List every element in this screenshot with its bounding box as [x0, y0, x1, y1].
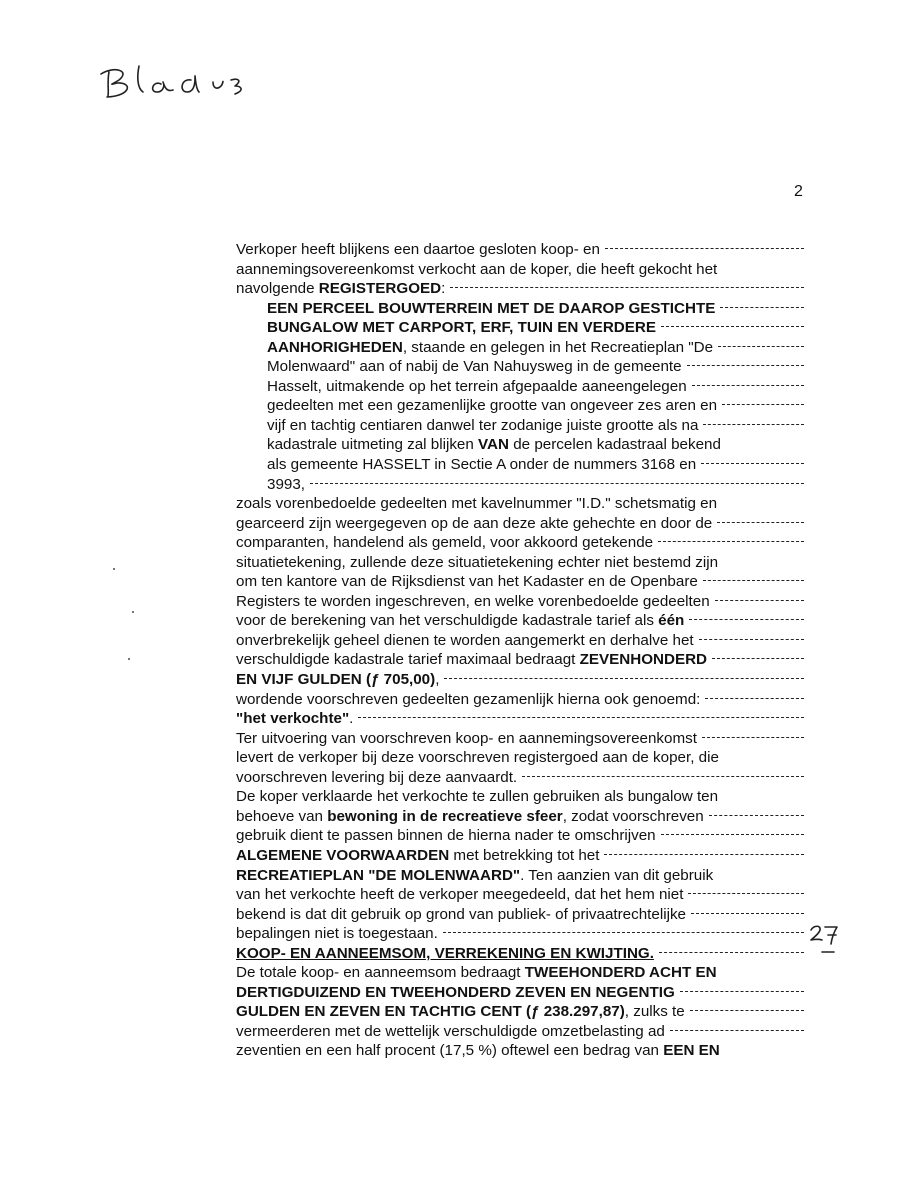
text-run: De totale koop- en aanneemsom bedraagt — [236, 964, 525, 982]
line-text — [267, 299, 715, 319]
text-line — [236, 944, 804, 964]
bold-text: bewoning in de recreatieve sfeer — [327, 807, 563, 825]
text-line — [236, 279, 804, 299]
text-line — [236, 592, 804, 612]
bold-text: één — [658, 612, 685, 630]
text-line — [236, 807, 804, 827]
dash-filler — [718, 346, 804, 347]
text-line — [236, 1041, 804, 1061]
line-text — [236, 670, 439, 690]
text-line — [236, 631, 804, 651]
text-line — [236, 924, 804, 944]
dash-filler — [444, 678, 804, 679]
text-run: onverbrekelijk geheel dienen te worden aangemerkt en derhalve het — [236, 631, 694, 649]
line-text — [236, 768, 517, 788]
bold-text: ALGEMENE VOORWAARDEN — [236, 846, 450, 864]
line-text — [267, 435, 721, 455]
text-line — [236, 1022, 804, 1042]
dash-filler — [358, 717, 804, 718]
text-run: Ter uitvoering van voorschreven koop- en aannemingsovereenkomst — [236, 729, 697, 747]
bold-text: DERTIGDUIZEND EN TWEEHONDERD ZEVEN EN NEGENTIG — [236, 983, 675, 1001]
text-line — [236, 611, 804, 631]
bold-text: ZEVENHONDERD — [579, 651, 708, 669]
text-run: met betrekking tot het — [449, 846, 600, 864]
text-line — [267, 416, 804, 436]
line-text — [236, 709, 353, 729]
dash-filler — [604, 854, 804, 855]
line-text — [236, 572, 698, 592]
text-run: Molenwaard" aan of nabij de Van Nahuysweg in de gemeente — [267, 358, 682, 376]
dash-filler — [443, 932, 804, 933]
bold-text: GULDEN EN ZEVEN EN TACHTIG CENT (ƒ 238.297,87) — [236, 1003, 625, 1021]
line-text — [267, 377, 687, 397]
line-text — [267, 318, 656, 338]
text-line — [236, 905, 804, 925]
bold-text: AANHORIGHEDEN — [267, 338, 403, 356]
line-text — [236, 514, 712, 534]
text-run: wordende voorschreven gedeelten gezamenlijk hierna ook genoemd: — [236, 690, 701, 708]
line-text — [267, 357, 682, 377]
text-run: : — [441, 280, 446, 298]
dash-filler — [709, 815, 804, 816]
line-text — [236, 885, 683, 905]
scan-speck — [128, 658, 130, 660]
text-run: 3993, — [267, 475, 306, 493]
line-text — [236, 1002, 685, 1022]
scan-speck — [113, 568, 115, 570]
text-run: situatietekening, zullende deze situatietekening echter niet bestemd zijn — [236, 553, 719, 571]
text-run: zoals vorenbedoelde gedeelten met kavelnummer "I.D." schetsmatig en — [236, 495, 718, 513]
line-text — [267, 338, 713, 358]
text-run: , — [435, 671, 440, 689]
text-line — [236, 1002, 804, 1022]
text-run: navolgende — [236, 280, 319, 298]
text-run: levert de verkoper bij deze voorschreven registergoed aan de koper, die — [236, 749, 719, 767]
bold-text: TWEEHONDERD ACHT EN — [524, 964, 717, 982]
bold-text: "het verkochte" — [236, 710, 350, 728]
dash-filler — [715, 600, 804, 601]
text-line — [236, 983, 804, 1003]
bold-text: BUNGALOW MET CARPORT, ERF, TUIN EN VERDERE — [267, 319, 656, 337]
text-line — [236, 650, 804, 670]
text-run: . — [349, 710, 354, 728]
line-text — [236, 905, 686, 925]
text-line — [236, 709, 804, 729]
dash-filler — [722, 404, 804, 405]
text-run: van het verkochte heeft de verkoper meegedeeld, dat het hem niet — [236, 886, 684, 904]
dash-filler — [691, 913, 804, 914]
dash-filler — [703, 580, 804, 581]
text-run: behoeve van — [236, 807, 328, 825]
line-text — [236, 631, 694, 651]
dash-filler — [605, 248, 804, 249]
text-run: , zulks te — [624, 1003, 685, 1021]
line-text — [267, 396, 717, 416]
dash-filler — [702, 737, 804, 738]
page-number: 2 — [794, 183, 803, 200]
dash-filler — [450, 287, 804, 288]
text-line — [236, 866, 804, 886]
line-text — [236, 866, 713, 886]
dash-filler — [717, 522, 804, 523]
line-text — [267, 455, 696, 475]
text-line — [236, 514, 804, 534]
dash-filler — [659, 952, 804, 953]
text-run: zeventien en een half procent (17,5 %) oftewel een bedrag van — [236, 1042, 664, 1060]
handwritten-note — [95, 52, 265, 107]
line-text — [236, 553, 718, 573]
text-run: voor de berekening van het verschuldigde kadastrale tarief als — [236, 612, 659, 630]
text-line — [267, 435, 804, 455]
text-run: comparanten, handelend als gemeld, voor akkoord getekende — [236, 534, 654, 552]
text-line — [236, 963, 804, 983]
bold-text: RECREATIEPLAN "DE MOLENWAARD" — [236, 866, 521, 884]
dash-filler — [310, 483, 804, 484]
text-line — [236, 260, 804, 280]
text-line — [236, 729, 804, 749]
dash-filler — [692, 385, 804, 386]
dash-filler — [661, 326, 804, 327]
line-text — [236, 279, 445, 299]
text-line — [236, 240, 804, 260]
line-text — [236, 690, 700, 710]
text-run: kadastrale uitmeting zal blijken — [267, 436, 479, 454]
text-run: de percelen kadastraal bekend — [509, 436, 721, 454]
line-text — [267, 475, 305, 495]
text-run: als gemeente HASSELT in Sectie A onder de nummers 3168 en — [267, 456, 697, 474]
text-line — [236, 494, 804, 514]
text-run: . Ten aanzien van dit gebruik — [520, 866, 714, 884]
text-line — [236, 670, 804, 690]
dash-filler — [699, 639, 804, 640]
text-line — [267, 357, 804, 377]
line-text — [236, 748, 719, 768]
dash-filler — [522, 776, 804, 777]
dash-filler — [712, 658, 804, 659]
text-run: bepalingen niet is toegestaan. — [236, 925, 438, 943]
text-run: , zodat voorschreven — [562, 807, 704, 825]
text-line — [267, 455, 804, 475]
line-text — [236, 826, 656, 846]
text-line — [236, 553, 804, 573]
dash-filler — [689, 619, 804, 620]
line-text — [236, 1041, 720, 1061]
line-text — [236, 494, 717, 514]
text-line — [267, 338, 804, 358]
text-run: Hasselt, uitmakende op het terrein afgepaalde aaneengelegen — [267, 377, 687, 395]
text-line — [236, 768, 804, 788]
line-text — [236, 650, 707, 670]
text-line — [236, 787, 804, 807]
bold-text: EEN EN — [663, 1042, 720, 1060]
line-text — [236, 1022, 665, 1042]
text-run: vermeerderen met de wettelijk verschuldigde omzetbelasting ad — [236, 1022, 665, 1040]
dash-filler — [705, 698, 804, 699]
text-run: De koper verklaarde het verkochte te zullen gebruiken als bungalow ten — [236, 788, 719, 806]
line-text — [236, 963, 717, 983]
text-run: voorschreven levering bij deze aanvaardt. — [236, 768, 518, 786]
dash-filler — [703, 424, 804, 425]
text-run: gearceerd zijn weergegeven op de aan deze akte gehechte en door de — [236, 514, 713, 532]
line-text — [236, 983, 675, 1003]
line-text — [236, 846, 599, 866]
scan-speck — [132, 611, 134, 613]
text-run: bekend is dat dit gebruik op grond van publiek- of privaatrechtelijke — [236, 905, 686, 923]
text-line — [236, 748, 804, 768]
line-text — [236, 807, 704, 827]
bold-text: REGISTERGOED — [318, 280, 442, 298]
text-run: om ten kantore van de Rijksdienst van het Kadaster en de Openbare — [236, 573, 698, 591]
text-run: Verkoper heeft blijkens een daartoe gesloten koop- en — [236, 241, 600, 258]
dash-filler — [690, 1010, 804, 1011]
bold-text: KOOP- EN AANNEEMSOM, VERREKENING EN KWIJTING. — [236, 944, 654, 962]
text-run: gedeelten met een gezamenlijke grootte van ongeveer zes aren en — [267, 397, 718, 415]
text-run: , staande en gelegen in het Recreatieplan "De — [402, 338, 714, 356]
margin-handwritten-number — [808, 922, 842, 962]
line-text — [236, 240, 600, 260]
bold-text: VAN — [478, 436, 509, 454]
text-run: verschuldigde kadastrale tarief maximaal bedraagt — [236, 651, 580, 669]
deed-text — [236, 240, 804, 1061]
line-text — [236, 611, 684, 631]
dash-filler — [670, 1030, 804, 1031]
line-text — [236, 592, 710, 612]
text-line — [267, 377, 804, 397]
text-line — [236, 826, 804, 846]
line-text — [236, 787, 718, 807]
line-text — [236, 924, 438, 944]
text-line — [236, 533, 804, 553]
text-line — [267, 396, 804, 416]
text-line — [267, 318, 804, 338]
line-text — [236, 533, 653, 553]
line-text — [267, 416, 698, 436]
dash-filler — [688, 893, 804, 894]
dash-filler — [687, 365, 804, 366]
line-text — [236, 944, 654, 964]
bold-text: EN VIJF GULDEN (ƒ 705,00) — [236, 671, 436, 689]
text-run: gebruik dient te passen binnen de hierna nader te omschrijven — [236, 827, 656, 845]
text-line — [267, 475, 804, 495]
line-text — [236, 729, 697, 749]
text-run: aannemingsovereenkomst verkocht aan de koper, die heeft gekocht het — [236, 260, 718, 278]
bold-text: EEN PERCEEL BOUWTERREIN MET DE DAAROP GESTICHTE — [267, 299, 716, 317]
text-line — [236, 846, 804, 866]
text-line — [236, 572, 804, 592]
line-text — [236, 260, 717, 280]
dash-filler — [661, 834, 804, 835]
dash-filler — [720, 307, 804, 308]
text-line — [236, 690, 804, 710]
text-run: vijf en tachtig centiaren danwel ter zodanige juiste grootte als na — [267, 416, 699, 434]
text-line — [267, 299, 804, 319]
dash-filler — [658, 541, 804, 542]
text-line — [236, 885, 804, 905]
text-run: Registers te worden ingeschreven, en welke vorenbedoelde gedeelten — [236, 592, 710, 610]
dash-filler — [680, 991, 804, 992]
dash-filler — [701, 463, 804, 464]
